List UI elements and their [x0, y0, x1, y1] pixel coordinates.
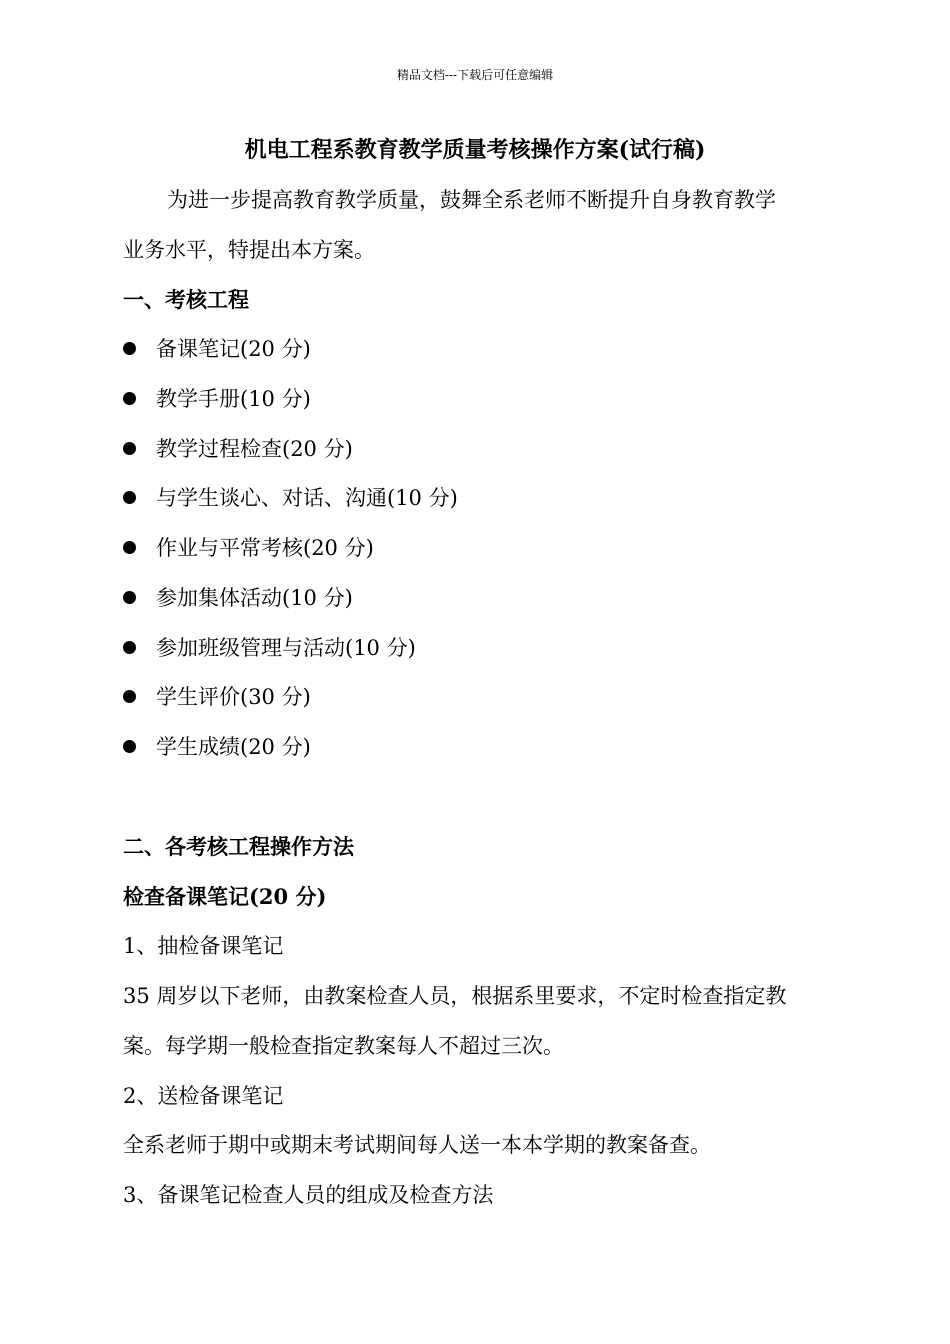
list-item: [123, 680, 833, 714]
bullet-icon: [123, 740, 136, 753]
list-item: [123, 332, 833, 366]
document-title: 机电工程系教育教学质量考核操作方案(试行稿): [244, 137, 706, 163]
bullet-icon: [123, 591, 136, 604]
list-item-label: 参加集体活动(10 分): [156, 586, 353, 610]
section1-heading: 一、考核工程: [123, 287, 249, 312]
list-item-label: 作业与平常考核(20 分): [156, 536, 374, 560]
header-note: 精品文档---下载后可任意编辑: [396, 68, 554, 82]
list-item: [123, 432, 833, 466]
list-item: [123, 631, 833, 665]
list-item-label: 教学手册(10 分): [156, 387, 311, 411]
bullet-icon: [123, 690, 136, 703]
list-item: [123, 581, 833, 615]
paragraph-2-line-1: 全系老师于期中或期末考试期间每人送一本本学期的教案备查。: [123, 1133, 711, 1157]
intro-line-1: 为进一步提高教育教学质量，鼓舞全系老师不断提升自身教育教学: [167, 188, 776, 212]
section2-heading: 二、各考核工程操作方法: [123, 834, 354, 859]
bullet-icon: [123, 442, 136, 455]
list-item-label: 学生评价(30 分): [156, 685, 311, 709]
bullet-icon: [123, 541, 136, 554]
paragraph-1-line-2: 案。每学期一般检查指定教案每人不超过三次。: [123, 1034, 564, 1058]
bullet-icon: [123, 641, 136, 654]
list-item: [123, 730, 833, 764]
list-item-label: 学生成绩(20 分): [156, 735, 311, 759]
list-item-label: 备课笔记(20 分): [156, 337, 311, 361]
bullet-icon: [123, 342, 136, 355]
paragraph-1-line-1: 35 周岁以下老师，由教案检查人员，根据系里要求，不定时检查指定教: [123, 984, 787, 1008]
list-item-label: 教学过程检查(20 分): [156, 437, 353, 461]
bullet-icon: [123, 392, 136, 405]
paragraph-1-title: 1、抽检备课笔记: [123, 934, 284, 958]
list-item: [123, 382, 833, 416]
paragraph-2-title: 2、送检备课笔记: [123, 1084, 284, 1108]
list-item: [123, 531, 833, 565]
list-item-label: 与学生谈心、对话、沟通(10 分): [156, 486, 458, 510]
intro-line-2: 业务水平，特提出本方案。: [123, 238, 375, 262]
bullet-icon: [123, 491, 136, 504]
list-item-label: 参加班级管理与活动(10 分): [156, 636, 416, 660]
paragraph-3-title: 3、备课笔记检查人员的组成及检查方法: [123, 1183, 494, 1207]
section2-subheading: 检查备课笔记(20 分): [123, 884, 327, 909]
list-item: [123, 481, 833, 515]
